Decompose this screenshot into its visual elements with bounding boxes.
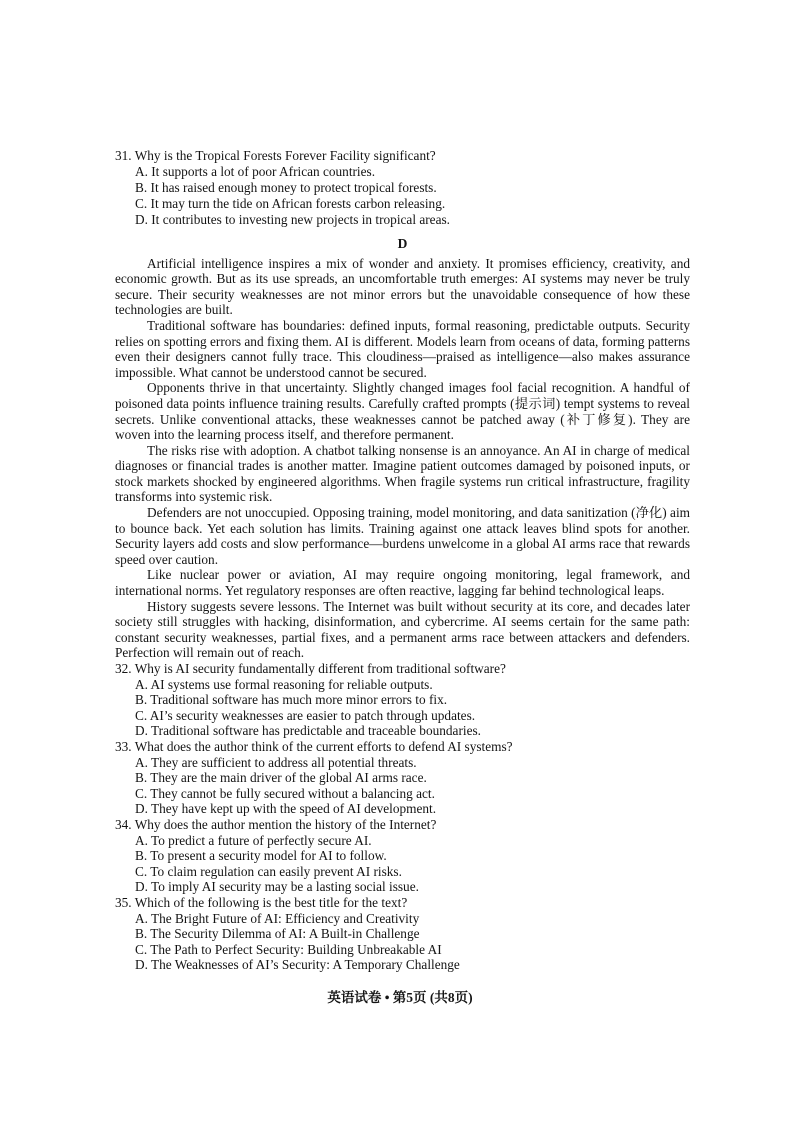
option-d: D. To imply AI security may be a lasting social issue. xyxy=(135,879,419,895)
passage-paragraph: Artificial intelligence inspires a mix of wonder and anxiety. It promises efficiency, creativity, and economic growth. But as its use spreads, an uncomfortable truth emerges: AI systems may never be truly secure. Their security weaknesses are not minor errors but the unavoidable consequence of how these technologies are built. xyxy=(115,255,690,318)
question-34 xyxy=(115,817,690,895)
passage-paragraph: Defenders are not unoccupied. Opposing training, model monitoring, and data sanitization (净化) aim to bounce back. Yet each solution has limits. Training against one attack leaves blind spots for another. Security layers add costs and slow performance—burdens unwelcome in a global AI arms race that rewards speed over caution. xyxy=(115,505,690,567)
section-heading: D xyxy=(397,235,408,251)
option-b: B. They are the main driver of the global AI arms race. xyxy=(135,770,427,786)
question-stem: 35. Which of the following is the best title for the text? xyxy=(115,894,408,910)
option-list xyxy=(135,164,690,228)
option-b: B. Traditional software has much more minor errors to fix. xyxy=(135,692,448,708)
option-a: A. The Bright Future of AI: Efficiency and Creativity xyxy=(135,910,420,926)
option-d: D. They have kept up with the speed of AI development. xyxy=(135,801,437,817)
question-stem: 33. What does the author think of the current efforts to defend AI systems? xyxy=(115,738,513,754)
option-b: B. The Security Dilemma of AI: A Built-in Challenge xyxy=(135,926,420,942)
exam-page xyxy=(115,148,690,973)
option-list xyxy=(135,911,690,973)
question-32 xyxy=(115,661,690,739)
option-d: D. It contributes to investing new projects in tropical areas. xyxy=(135,212,450,228)
passage-paragraph: The risks rise with adoption. A chatbot talking nonsense is an annoyance. An AI in charge of medical diagnoses or financial trades is another matter. Imagine patient outcomes damaged by poisoned inputs, or stock markets shocked by engineered algorithms. When fragile systems run critical infrastructure, fragility transforms into systemic risk. xyxy=(115,442,690,505)
passage-paragraph: History suggests severe lessons. The Internet was built without security at its core, and decades later society still struggles with hacking, disinformation, and cybercrime. AI seems certain for the same path: constant security weaknesses, partial fixes, and a permanent arms race between attackers and defenders. Perfection will remain out of reach. xyxy=(115,598,690,661)
option-list xyxy=(135,755,690,817)
passage-d xyxy=(115,256,690,661)
option-a: A. AI systems use formal reasoning for reliable outputs. xyxy=(135,676,433,692)
option-c: C. It may turn the tide on African forests carbon releasing. xyxy=(135,196,446,212)
option-b: B. It has raised enough money to protect tropical forests. xyxy=(135,180,437,196)
question-35 xyxy=(115,895,690,973)
question-33 xyxy=(115,739,690,817)
page-footer: 英语试卷 • 第5页 (共8页) xyxy=(327,990,473,1005)
option-a: A. It supports a lot of poor African countries. xyxy=(135,164,376,180)
question-stem: 34. Why does the author mention the history of the Internet? xyxy=(115,816,437,832)
option-a: A. To predict a future of perfectly secure AI. xyxy=(135,832,372,848)
option-list xyxy=(135,833,690,895)
option-d: D. The Weaknesses of AI’s Security: A Temporary Challenge xyxy=(135,957,460,973)
passage-paragraph: Like nuclear power or aviation, AI may require ongoing monitoring, legal framework, and international norms. Yet regulatory responses are often reactive, lagging far behind technological leaps. xyxy=(115,567,690,599)
option-d: D. Traditional software has predictable and traceable boundaries. xyxy=(135,723,481,739)
passage-paragraph: Opponents thrive in that uncertainty. Slightly changed images fool facial recognition. A handful of poisoned data points influence training results. Carefully crafted prompts (提示词) tempt systems to reveal secrets. Unlike conventional attacks, these weaknesses cannot be patched away (补丁修复). They are woven into the learning process itself, and therefore permanent. xyxy=(115,380,690,443)
passage-paragraph: Traditional software has boundaries: defined inputs, formal reasoning, predictable outputs. Security relies on spotting errors and fixing them. AI is different. Models learn from oceans of data, forming patterns even their designers cannot fully trace. This cloudiness—praised as intelligence—also makes assurance impossible. What cannot be understood cannot be secured. xyxy=(115,317,690,380)
option-list xyxy=(135,677,690,739)
option-b: B. To present a security model for AI to follow. xyxy=(135,848,387,864)
option-c: C. AI’s security weaknesses are easier to patch through updates. xyxy=(135,707,476,723)
option-c: C. The Path to Perfect Security: Building Unbreakable AI xyxy=(135,941,442,957)
question-stem: 32. Why is AI security fundamentally different from traditional software? xyxy=(115,661,506,676)
option-c: C. They cannot be fully secured without a balancing act. xyxy=(135,785,435,801)
option-a: A. They are sufficient to address all potential threats. xyxy=(135,754,417,770)
question-31 xyxy=(115,148,690,228)
question-stem: 31. Why is the Tropical Forests Forever Facility significant? xyxy=(115,148,436,163)
option-c: C. To claim regulation can easily prevent AI risks. xyxy=(135,863,402,879)
